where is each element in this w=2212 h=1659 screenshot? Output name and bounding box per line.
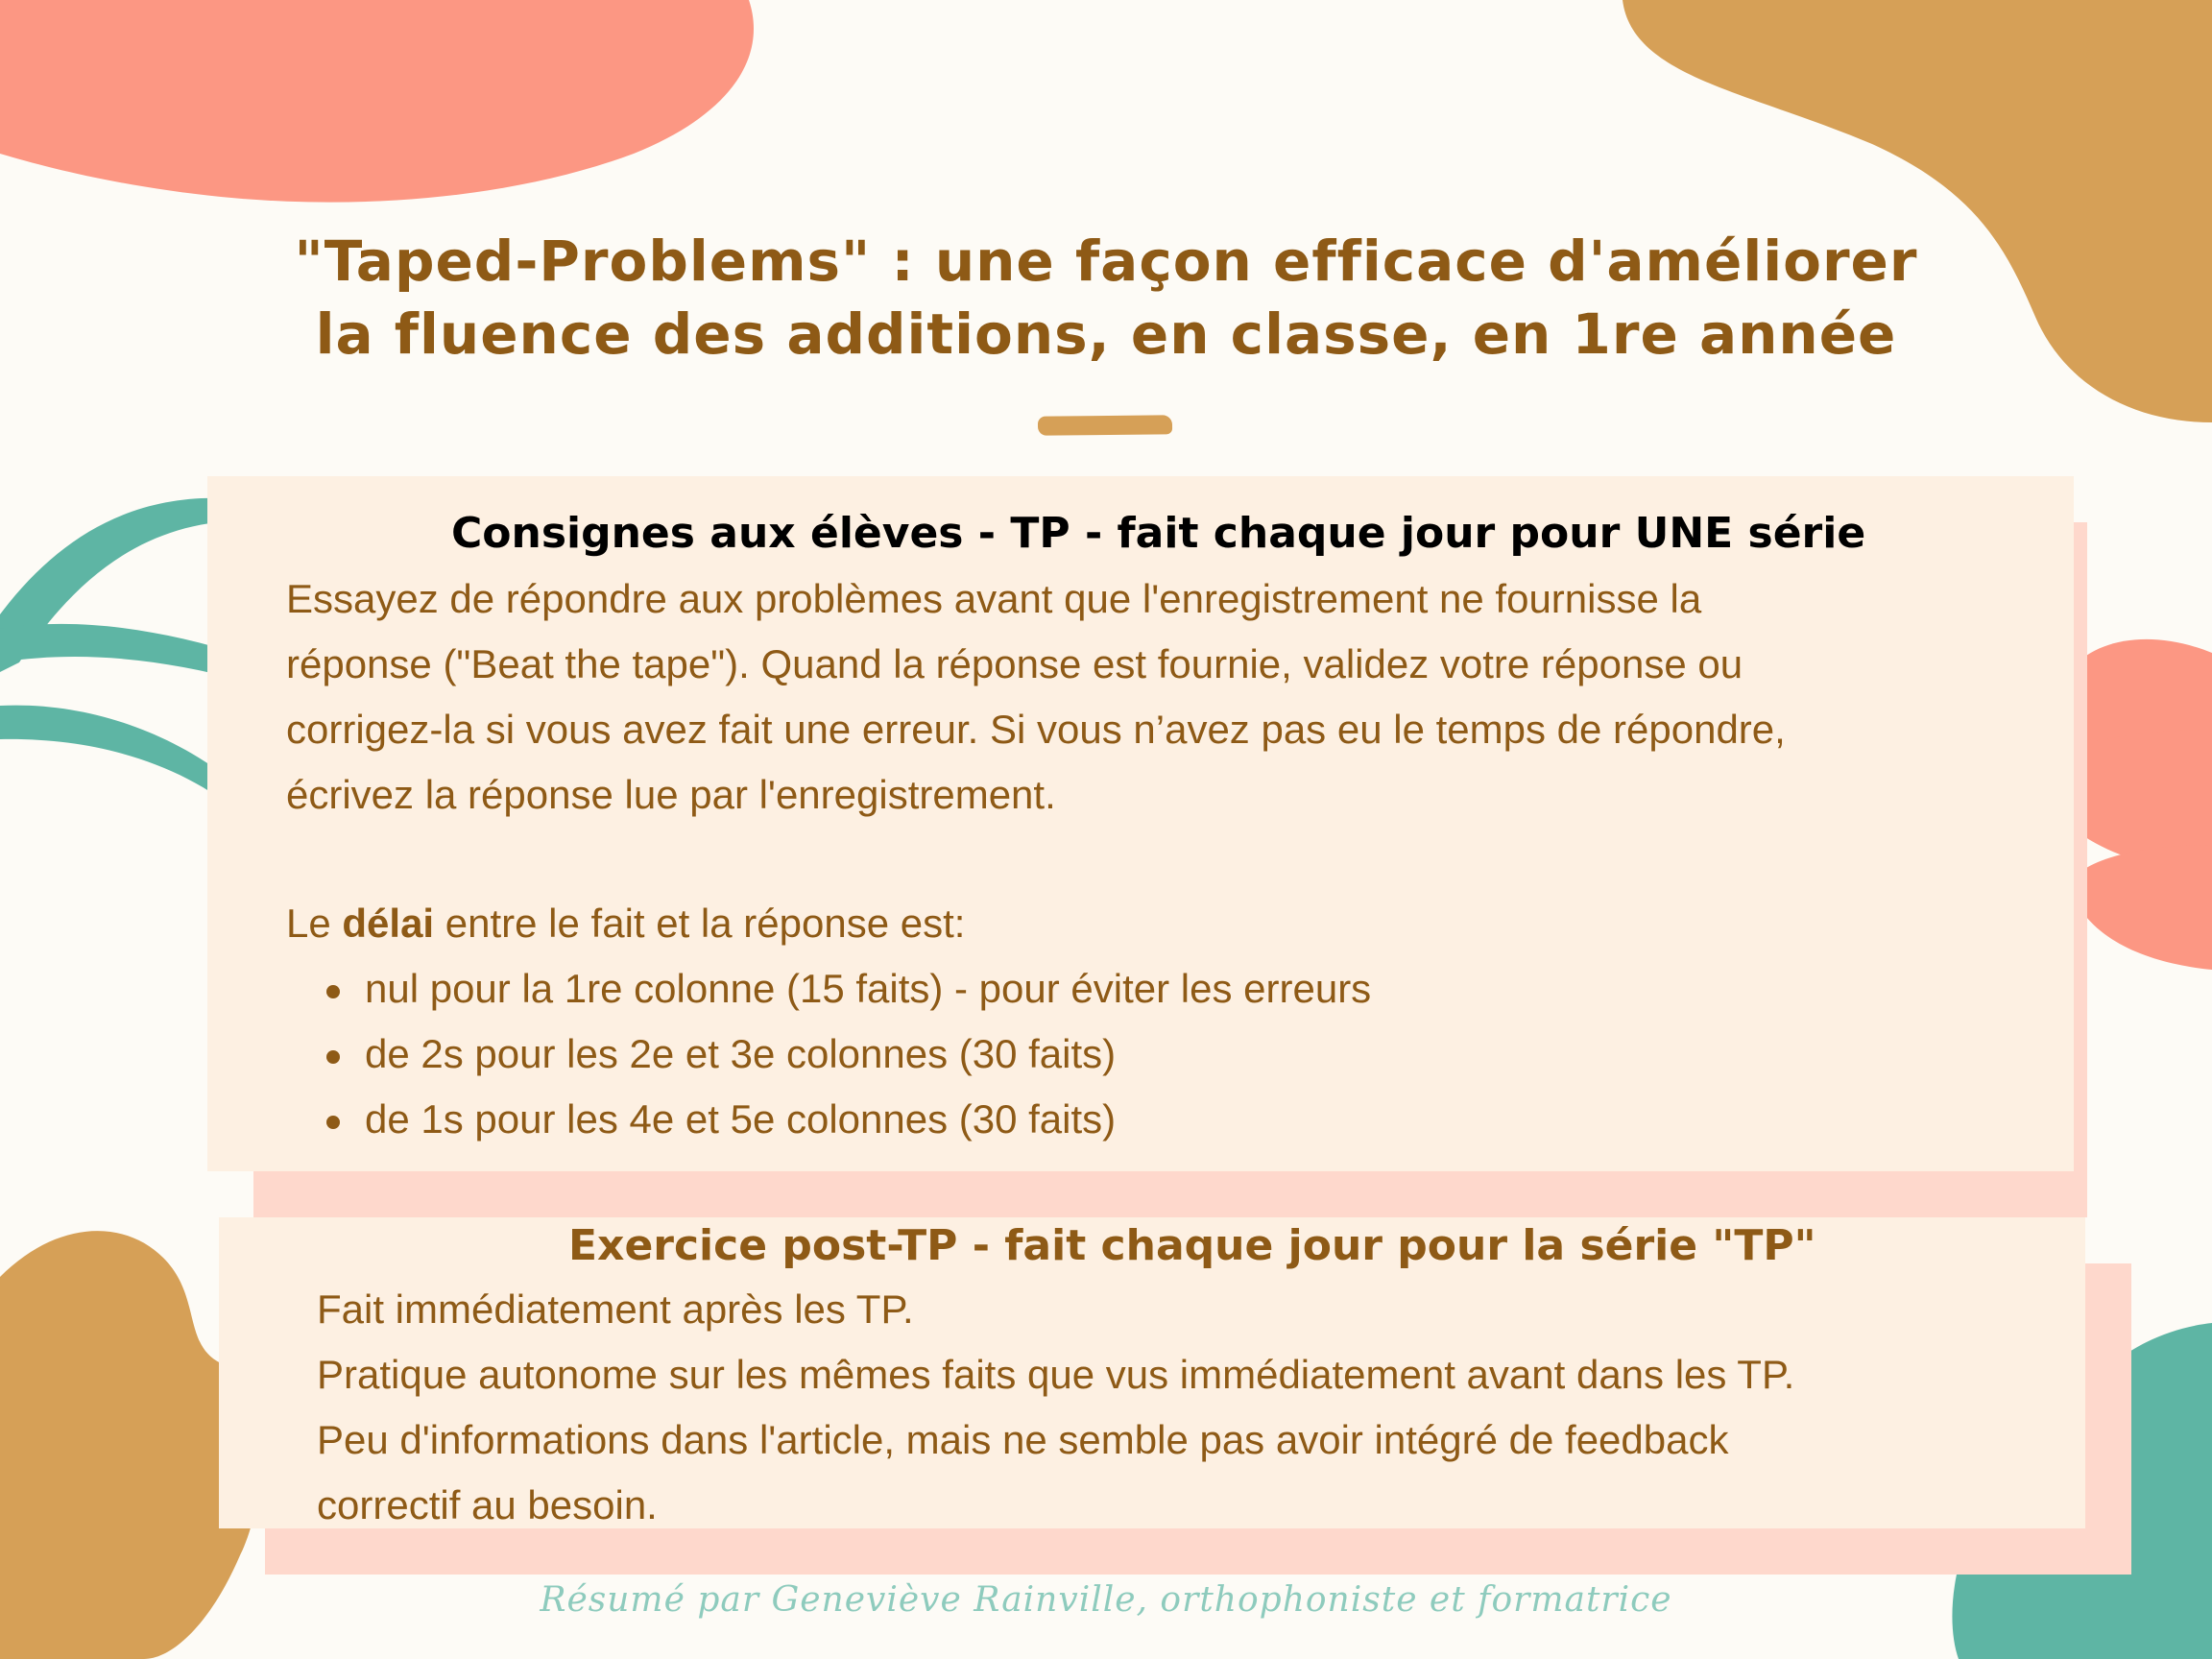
bullet-item: de 2s pour les 2e et 3e colonnes (30 faits) bbox=[326, 1022, 1371, 1087]
section2-heading: Exercice post-TP - fait chaque jour pour la série "TP" bbox=[568, 1221, 1816, 1270]
section1-line-2: réponse ("Beat the tape"). Quand la réponse est fournie, validez votre réponse ou bbox=[286, 641, 1743, 686]
bullet-item: nul pour la 1re colonne (15 faits) - pour éviter les erreurs bbox=[326, 956, 1371, 1022]
delay-bold-word: délai bbox=[342, 901, 435, 946]
title-line-1: "Taped-Problems" : une façon efficace d'améliorer bbox=[294, 228, 1918, 294]
section1-delay-sentence bbox=[286, 891, 965, 956]
section1-body bbox=[286, 566, 2072, 828]
section2-line-2: Pratique autonome sur les mêmes faits que vus immédiatement avant dans les TP. bbox=[317, 1352, 1795, 1397]
section1-line-4: écrivez la réponse lue par l'enregistrement. bbox=[286, 772, 1056, 817]
salmon-leaf-right-lower bbox=[2071, 845, 2212, 970]
bullet-item: de 1s pour les 4e et 5e colonnes (30 faits) bbox=[326, 1087, 1371, 1152]
section2-body bbox=[317, 1277, 2064, 1538]
delay-prefix: Le bbox=[286, 901, 343, 946]
author-credit: Résumé par Geneviève Rainville, orthophoniste et formatrice bbox=[540, 1580, 1672, 1620]
title-divider bbox=[1038, 415, 1172, 435]
section1-line-3: corrigez-la si vous avez fait une erreur. Si vous n’avez pas eu le temps de répondre, bbox=[286, 707, 1786, 752]
section2-line-3: Peu d'informations dans l'article, mais ne semble pas avoir intégré de feedback bbox=[317, 1417, 1729, 1462]
page-title bbox=[0, 225, 2212, 371]
section1-heading: Consignes aux élèves - TP - fait chaque jour pour UNE série bbox=[451, 509, 1866, 558]
delay-suffix: entre le fait et la réponse est: bbox=[434, 901, 966, 946]
section1-line-1: Essayez de répondre aux problèmes avant que l'enregistrement ne fournisse la bbox=[286, 576, 1702, 621]
salmon-blob-top-left bbox=[0, 0, 754, 203]
section1-bullet-list bbox=[326, 956, 1371, 1152]
section2-line-4: correctif au besoin. bbox=[317, 1482, 658, 1527]
section2-line-1: Fait immédiatement après les TP. bbox=[317, 1286, 914, 1332]
title-line-2: la fluence des additions, en classe, en 1re année bbox=[315, 301, 1897, 367]
